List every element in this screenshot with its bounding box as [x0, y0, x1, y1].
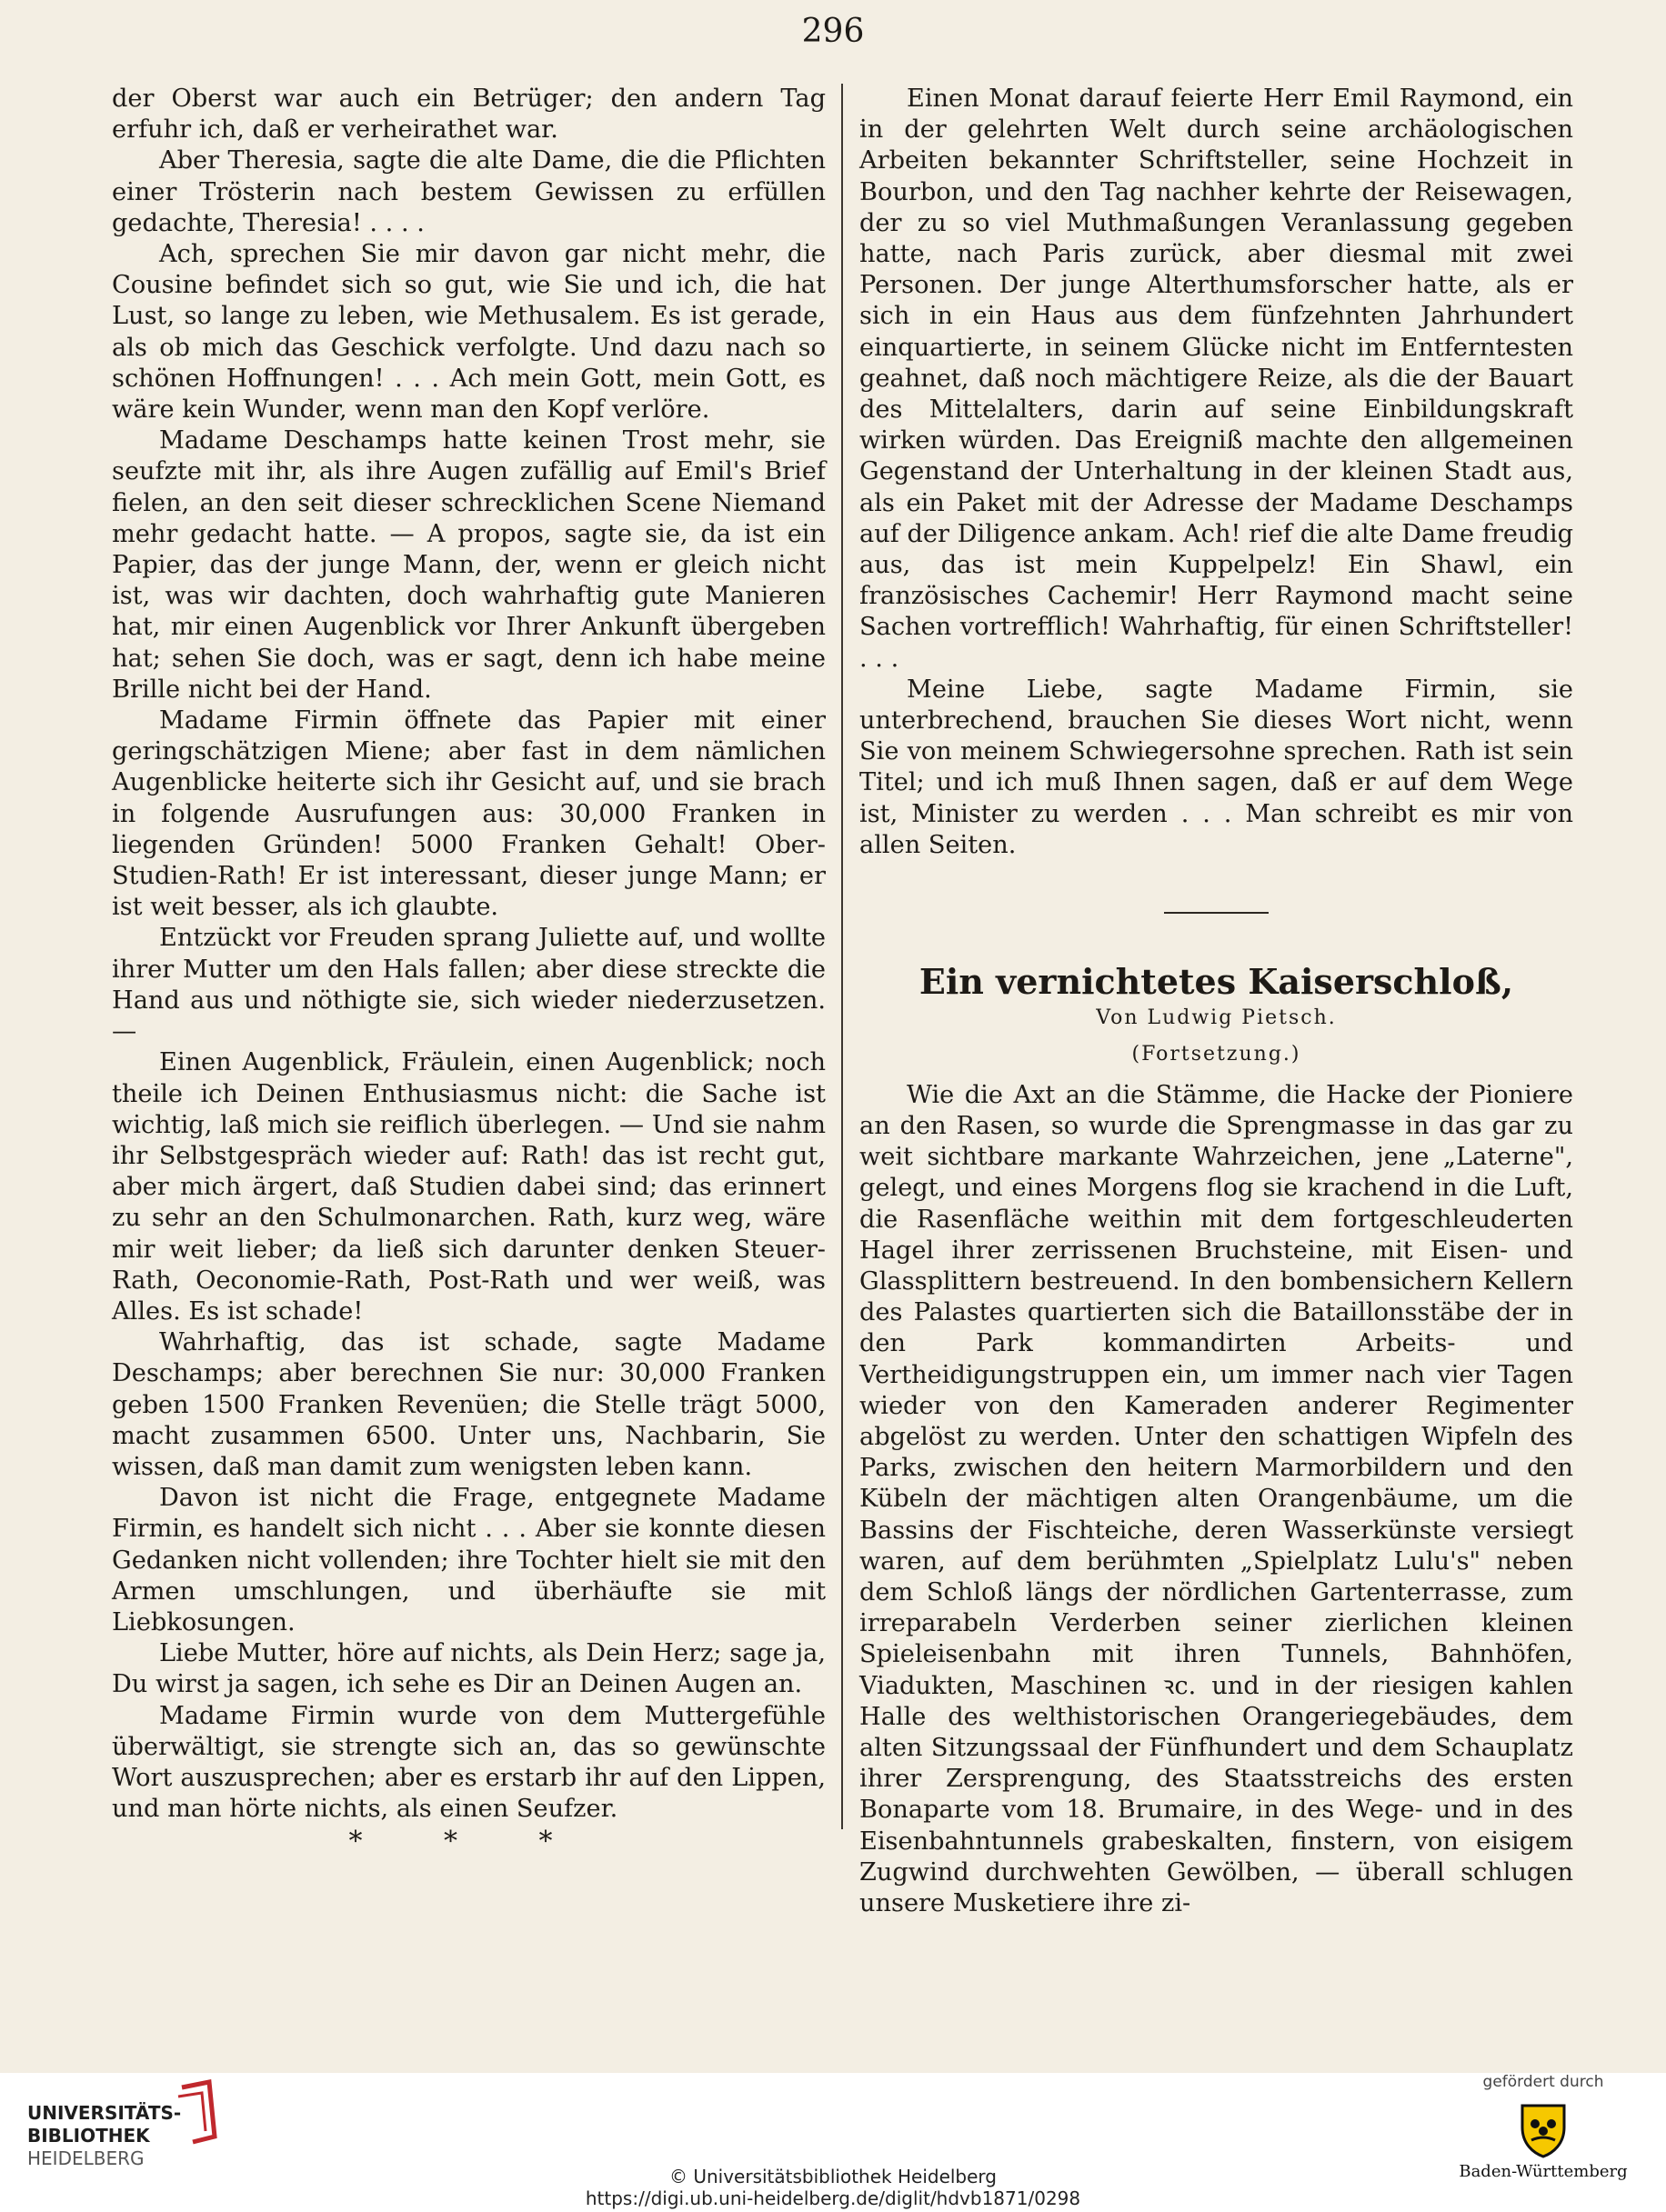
paragraph: Aber Theresia, sagte die alte Dame, die die Pflichten einer Trösterin nach bestem Gewissen zu erfüllen gedachte, Theresia! . . . .	[112, 146, 826, 237]
paragraph: Wie die Axt an die Stämme, die Hacke der Pioniere an den Rasen, so wurde die Sprengmasse in das gar zu weit sichtbare markante Wahrzeichen, jene „Laterne", gelegt, und eines Morgens flog sie krachend in die Luft, die Rasenfläche weithin mit dem fortgeschleuderten Hagel ihrer zerrissenen Bruchsteine, mit Eisen- und Glassplittern bestreuend. In den bombensichern Kellern des Palastes quartierten sich die Bataillonsstäbe der in den Park kommandirten Arbeits- und Vertheidigungstruppen ein, um immer nach vier Tagen wieder von den Kameraden anderer Regimenter abgelöst zu werden. Unter den schattigen Wipfeln des Parks, zwischen den heitern Marmorbildern und den Kübeln der mächtigen alten Orangenbäume, um die Bassins der Fischteiche, deren Wasserkünste versiegt waren, auf dem berühmten „Spielplatz Lulu's" neben dem Schloß längs der nördlichen Gartenterrasse, zum irreparabeln Verderben seiner zierlichen kleinen Spieleisenbahn mit ihren Tunnels, Bahnhöfen, Viadukten, Maschinen ꝛc. und in der riesigen kahlen Halle des welthistorischen Orangeriegebäudes, dem alten Sitzungssaal der Fünfhundert und dem Schauplatz ihrer Zersprengung, des Staatsstreichs des ersten Bonaparte vom 18. Brumaire, in des Wege- und in des Eisenbahntunnels grabeskalten, finstern, von eisigem Zugwind durchwehten Gewölben, — überall schlugen unsere Musketiere ihre zi-	[859, 1080, 1573, 1917]
state-coat-of-arms-icon	[1511, 2097, 1575, 2160]
funder-block	[1457, 2073, 1630, 2181]
paragraph: Einen Monat darauf feierte Herr Emil Raymond, ein in der gelehrten Welt durch seine archäologischen Arbeiten bekannter Schriftsteller, seine Hochzeit in Bourbon, und den Tag nachher kehrte der Reisewagen, der zu so viel Muthmaßungen Veranlassung gegeben hatte, nach Paris zurück, aber diesmal mit zwei Personen. Der junge Alterthumsforscher hatte, als er sich in ein Haus aus dem fünfzehnten Jahrhundert einquartierte, in seinem Glücke nicht im Entferntesten geahnet, daß noch mächtigere Reize, als die der Bauart des Mittelalters, darin auf seine Einbildungskraft wirken würden. Das Ereigniß machte den allgemeinen Gegenstand der Unterhaltung in der kleinen Stadt aus, als ein Paket mit der Adresse der Madame Deschamps auf der Diligence ankam. Ach! rief die alte Dame freudig aus, das ist mein Kuppelpelz! Ein Shawl, ein französisches Cachemir! Herr Raymond macht seine Sachen vortrefflich! Wahrhaftig, für einen Schriftsteller! . . .	[859, 85, 1573, 673]
paragraph: Liebe Mutter, höre auf nichts, als Dein Herz; sage ja, Du wirst ja sagen, ich sehe es Dir an Deinen Augen an.	[112, 1639, 826, 1699]
footer	[0, 2073, 1666, 2212]
section-separator	[1164, 912, 1269, 914]
library-logo-line: UNIVERSITÄTS-	[27, 2102, 182, 2124]
paragraph: Entzückt vor Freuden sprang Juliette auf, und wollte ihrer Mutter um den Hals fallen; aber diese streckte die Hand aus und nöthigte sie, sich wieder niederzusetzen. —	[112, 924, 826, 1046]
paragraph: Einen Augenblick, Fräulein, einen Augenblick; noch theile ich Deinen Enthusiasmus nicht: die Sache ist wichtig, laß mich sie reiflich überlegen. — Und sie nahm ihr Selbstgespräch wieder auf: Rath! das ist recht gut, aber mich ärgert, daß Studien dabei sind; das erinnert zu sehr an den Schulmonarchen. Rath, kurz weg, wäre mir weit lieber; da ließ sich darunter denken Steuer-Rath, Oeconomie-Rath, Post-Rath und wer weiß, was Alles. Es ist schade!	[112, 1048, 826, 1326]
funder-name: Baden-Württemberg	[1459, 2162, 1628, 2181]
article-byline: Von Ludwig Pietsch.	[1096, 1006, 1337, 1030]
paragraph: Meine Liebe, sagte Madame Firmin, sie unterbrechend, brauchen Sie dieses Wort nicht, wenn Sie von meinem Schwiegersohne sprechen. Rath ist sein Titel; und ich muß Ihnen sagen, daß er auf dem Wege ist, Minister zu werden . . . Man schreibt es mir von allen Seiten.	[859, 675, 1573, 859]
paragraph: Madame Deschamps hatte keinen Trost mehr, sie seufzte mit ihr, als ihre Augen zufällig auf Emil's Brief fielen, an den seit dieser schrecklichen Scene Niemand mehr gedacht hatte. — A propos, sagte sie, da ist ein Papier, das der junge Mann, der, wenn er gleich nicht ist, was wir dachten, doch wahrhaftig gute Manieren hat, mir einen Augenblick vor Ihrer Ankunft übergeben hat; sehen Sie doch, was er sagt, denn ich habe meine Brille nicht bei der Hand.	[112, 426, 826, 704]
column-divider	[841, 84, 843, 1829]
paragraph: Ach, sprechen Sie mir davon gar nicht mehr, die Cousine befindet sich so gut, wie Sie und ich, die hat Lust, so lange zu leben, wie Methusalem. Es ist gerade, als ob mich das Geschick verfolgte. Und dazu nach so schönen Hoffnungen! . . . Ach mein Gott, mein Gott, es wäre kein Wunder, wenn man den Kopf verlöre.	[112, 240, 826, 425]
article-continuation: (Fortsetzung.)	[1131, 1043, 1301, 1066]
paragraph: Wahrhaftig, das ist schade, sagte Madame Deschamps; aber berechnen Sie nur: 30,000 Franken geben 1500 Franken Revenüen; die Stelle trägt 5000, macht zusammen 6500. Unter uns, Nachbarin, Sie wissen, daß man damit zum wenigsten leben kann.	[112, 1328, 826, 1481]
right-column	[859, 84, 1573, 1919]
paragraph: Madame Firmin wurde von dem Muttergefühle überwältigt, sie strengte sich an, das so gewünschte Wort auszusprechen; aber es erstarb ihr auf den Lippen, und man hörte nichts, als einen Seufzer.	[112, 1701, 826, 1824]
page-number: 296	[801, 13, 865, 50]
library-logo-line: BIBLIOTHEK	[27, 2125, 150, 2147]
paragraph: der Oberst war auch ein Betrüger; den andern Tag erfuhr ich, daß er verheirathet war.	[112, 85, 826, 145]
funded-by-label: gefördert durch	[1482, 2073, 1604, 2091]
section-stars: * * *	[348, 1826, 589, 1858]
left-column	[112, 84, 826, 1858]
paragraph: Davon ist nicht die Frage, entgegnete Madame Firmin, es handelt sich nicht . . . Aber sie konnte diesen Gedanken nicht vollenden; ihre Tochter hielt sie mit den Armen umschlungen, und überhäufte sie mit Liebkosungen.	[112, 1484, 826, 1636]
footer-credit	[0, 2166, 1666, 2209]
copyright-text: © Universitätsbibliothek Heidelberg	[668, 2166, 997, 2187]
library-logo[interactable]	[27, 2078, 264, 2169]
article-title: Ein vernichtetes Kaiserschloß,	[918, 961, 1514, 1003]
paragraph: Madame Firmin öffnete das Papier mit einer geringschätzigen Miene; aber fast in dem nämlichen Augenblicke heiterte sich ihr Gesicht auf, und sie brach in folgende Ausrufungen aus: 30,000 Franken in liegenden Gründen! 5000 Franken Gehalt! Ober-Studien-Rath! Er ist interessant, dieser junge Mann; er ist weit besser, als ich glaubte.	[112, 706, 826, 922]
library-logo-icon	[166, 2078, 218, 2166]
library-logo-line: HEIDELBERG	[27, 2147, 145, 2169]
source-url-link[interactable]: https://digi.ub.uni-heidelberg.de/diglit/hdvb1871/0298	[585, 2187, 1081, 2209]
